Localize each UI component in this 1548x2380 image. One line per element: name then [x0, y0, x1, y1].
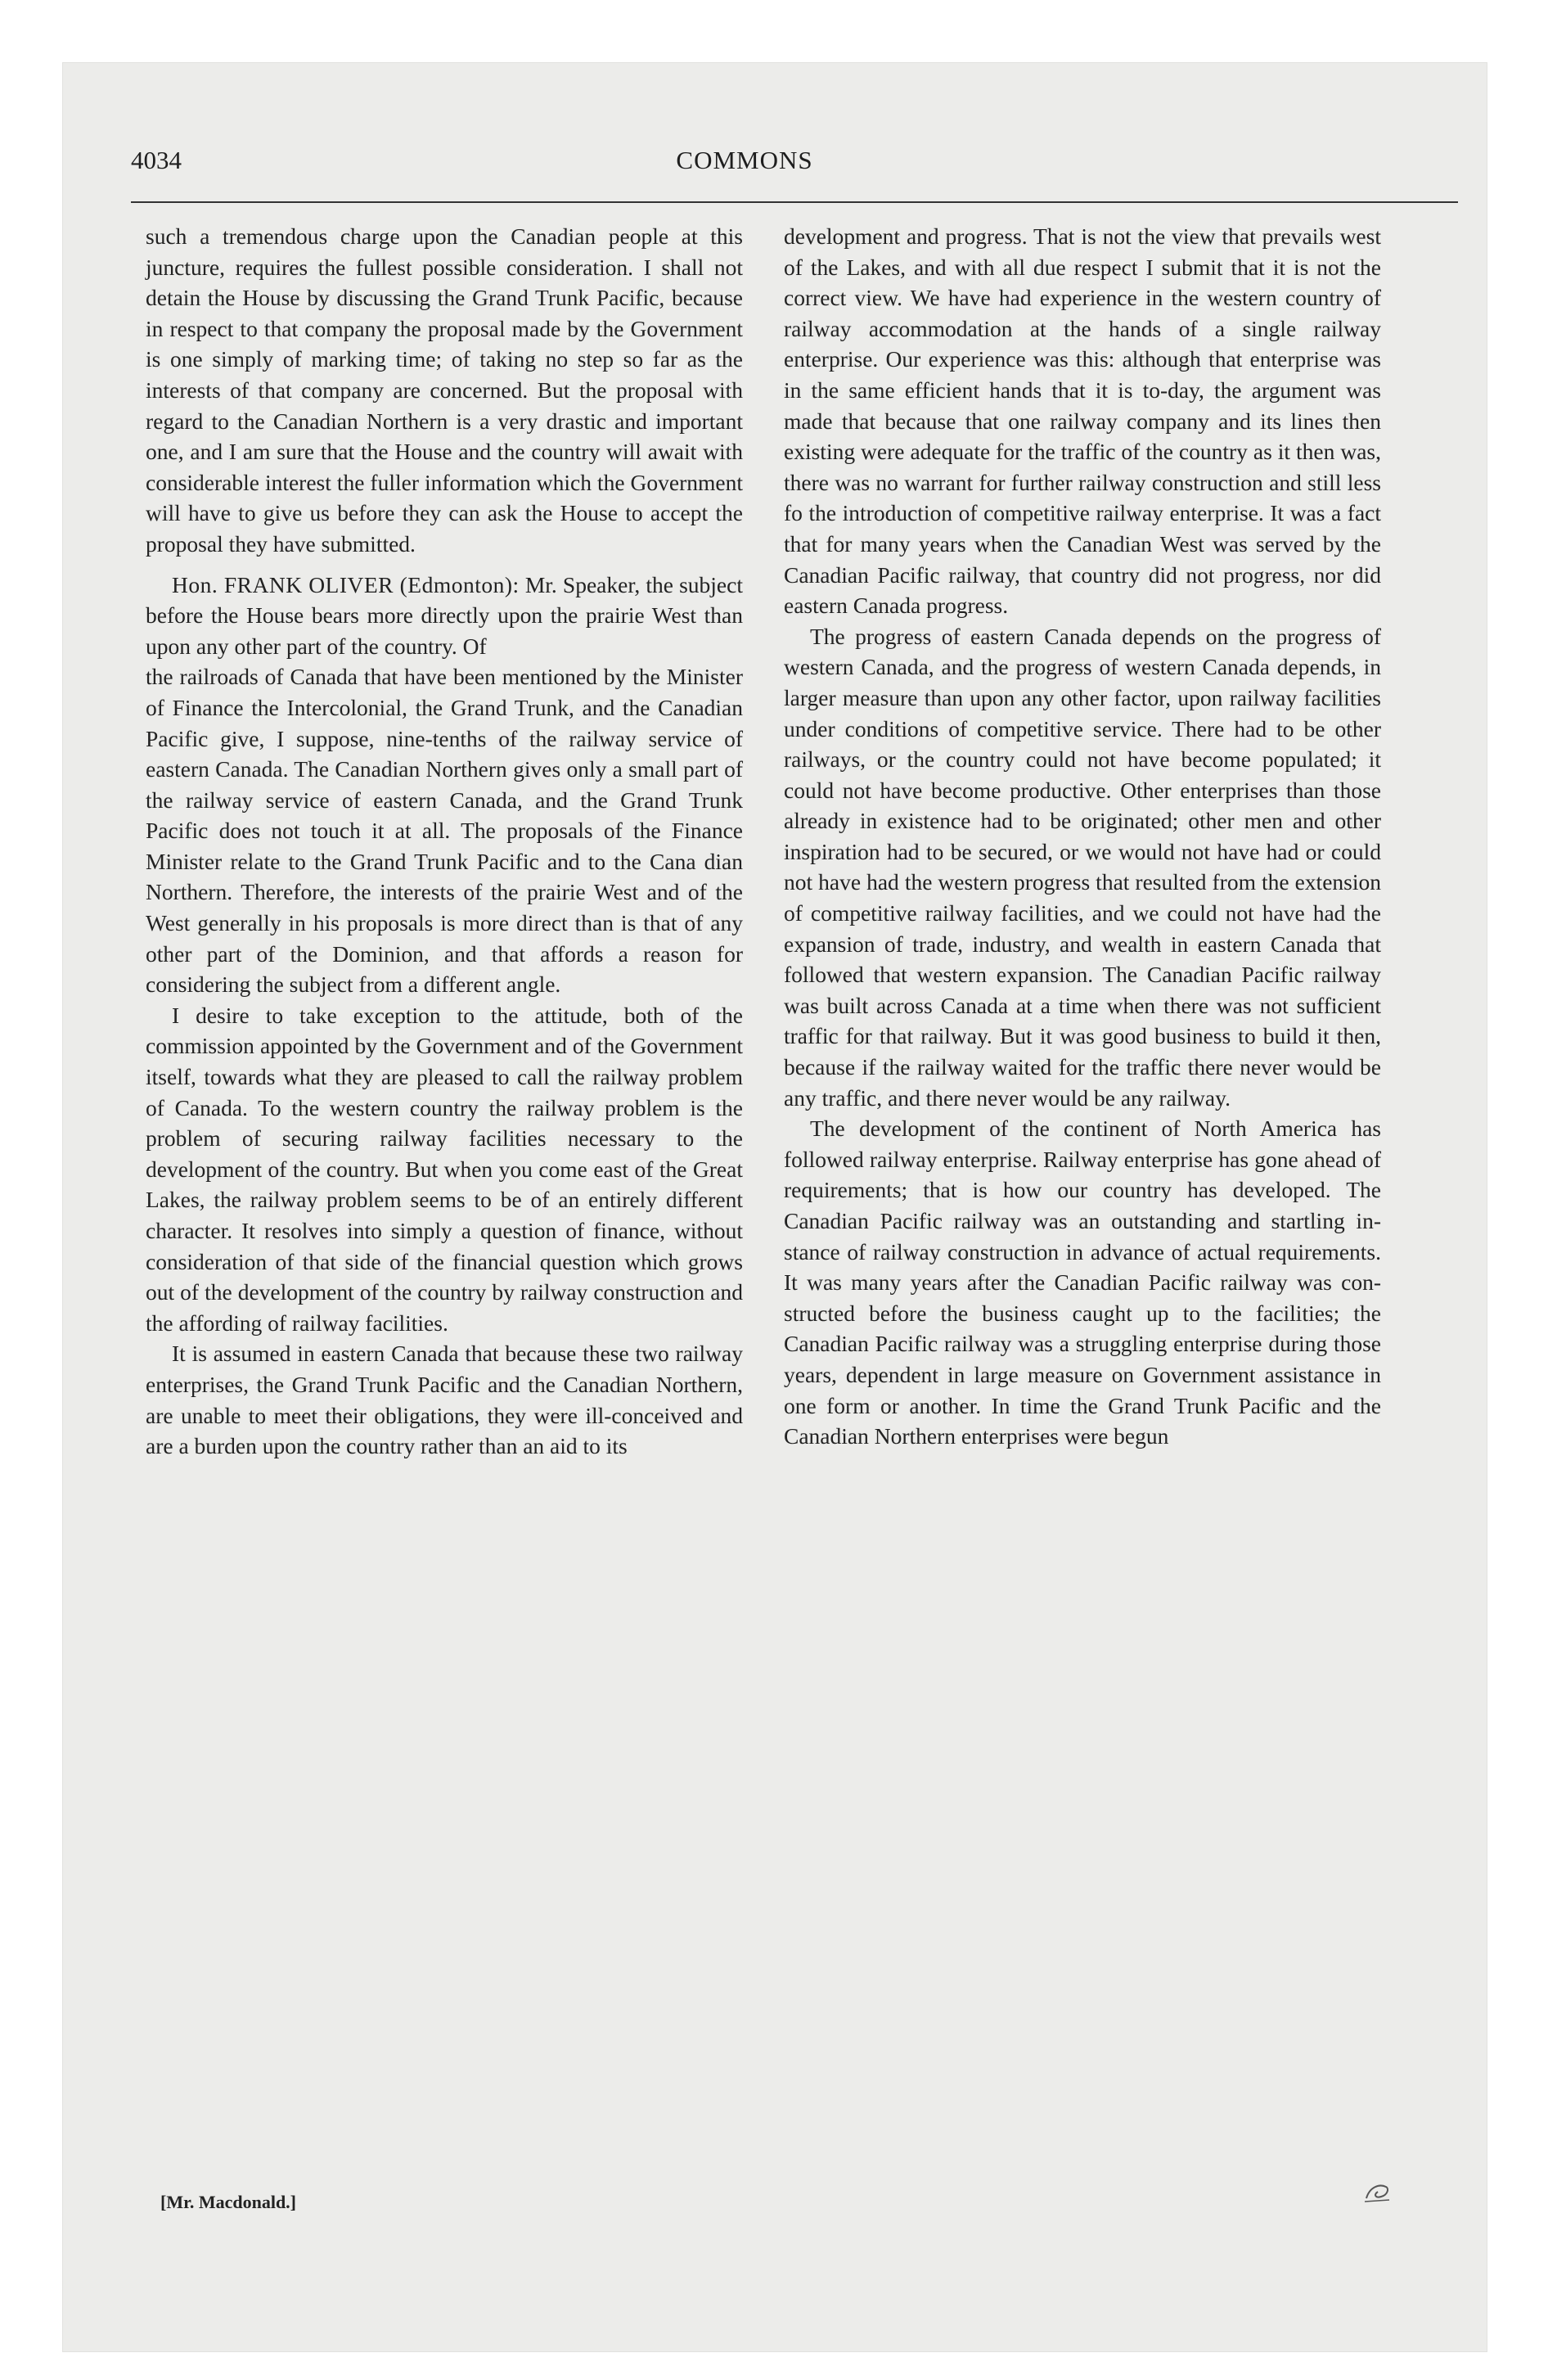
paragraph: The progress of eastern Canada depends on the progress of western Canada, and the progress of western Canada depends, in larger measure than upon any other factor, upon railway facilities under conditions of competitive service. There had to be other railways, or the country could not have become populated; it could not have become productive. Other enterprises than those already in existence had to be originated; other men and other inspiration had to be secured, or we would not have had or could not have had the western progress that resulted from the extension of competitive railway facilities, and we could not have had the expansion of trade, industry, and wealth in eastern Canada that followed that western expansion. The Canadian Pacific railway was built across Canada at a time when there was not sufficient traffic for that railway. But it was good business to build it then, because if the railway waited for the traffic there never would be any traffic, and there never would be any railway.: [784, 623, 1381, 1111]
paragraph: The development of the continent of North America has followed railway enterprise. Railway enterprise has gone ahead of requirements; that is how our country has developed. The Canadian Pacific railway was an outstanding and startling instance of railway construction in advance of actual requirements. It was many years after the Canadian Pacific railway was constructed before the business caught up to the facilities; the Canadian Pacific railway was a struggling enterprise during those years, dependent in large measure on Government assistance in one form or another. In time the Grand Trunk Pacific and the Canadian Northern enterprises were begun: [784, 1116, 1381, 1449]
speech-text: Mr. Speaker, the subject before the House bears more directly upon the prairie West than upon any other part of the country. Of: [146, 571, 743, 659]
paragraph: the railroads of Canada that have been mentioned by the Minister of Finance the Intercolonial, the Grand Trunk, and the Canadian Pacific give, I suppose, nine-tenths of the railway service of eastern Canada. The Canadian Northern gives only a small part of the railway service of eastern Canada, and the Grand Trunk Pacific does not touch it at all. The proposals of the Finance Minister relate to the Grand Trunk Pacific and to the Cana dian Northern. Therefore, the interests of the prairie West and of the West generally in his proposals is more direct than is that of any other part of the Dominion, and that affords a reason for considering the subject from a different angle.: [146, 664, 743, 998]
right-column: [784, 221, 1381, 1452]
paragraph: It is assumed in eastern Canada that because these two railway enterprises, the Grand Trunk Pacific and the Canadian Northern, are unable to meet their obligations, they were ill-conceived and are a burden upon the country rather than an aid to its: [146, 1341, 743, 1459]
paragraph: development and progress. That is not the view that prevails west of the Lakes, and with all due respect I submit that it is not the correct view. We have had experience in the western country of railway accommodation at the hands of a single railway enterprise. Our experience was this: although that enterprise was in the same efficient hands that it is to-day, the argument was made that because that one railway company and its lines then existing were adequate for the traffic of the country as it then was, there was no warrant for further railway construction and still less fo the introduction of competitive railway enterprise. It was a fact that for many years when the Canadian West was served by the Canadian Pacific railway, that country did not progress, nor did eastern Canada progress.: [784, 223, 1381, 619]
speaker-name: Hon. FRANK OLIVER (Edmonton):: [172, 571, 520, 597]
running-head: COMMONS: [676, 146, 813, 174]
paragraph: such a tremendous charge upon the Canadian people at this juncture, requires the fullest possible consideration. I shall not detain the House by discussing the Grand Trunk Pacific, because in respect to that company the proposal made by the Government is one simply of marking time; of taking no step so far as the interests of that company are concerned. But the proposal with regard to the Canadian Northern is a very drastic and important one, and I am sure that the House and the country will await with considerable interest the fuller information which the Government will have to give us before they can ask the House to accept the proposal they have submitted.: [146, 223, 743, 557]
paragraph: I desire to take exception to the attitude, both of the commission appointed by the Government and of the Government itself, towards what they are pleased to call the railway problem of Canada. To the western country the railway problem is the problem of securing railway facilities necessary to the development of the country. But when you come east of the Great Lakes, the railway problem seems to be of an entirely different character. It resolves into simply a question of finance, without consideration of that side of the financial question which grows out of the development of the country by railway construction and the affording of railway facilities.: [146, 1002, 743, 1336]
speech-paragraph: [146, 570, 743, 662]
printer-mark-icon: [1361, 2180, 1394, 2205]
footer-attribution: [Mr. Macdonald.]: [160, 2192, 297, 2212]
left-column: [146, 221, 743, 1462]
header-rule: [131, 201, 1458, 203]
page-number: 4034: [131, 146, 182, 174]
